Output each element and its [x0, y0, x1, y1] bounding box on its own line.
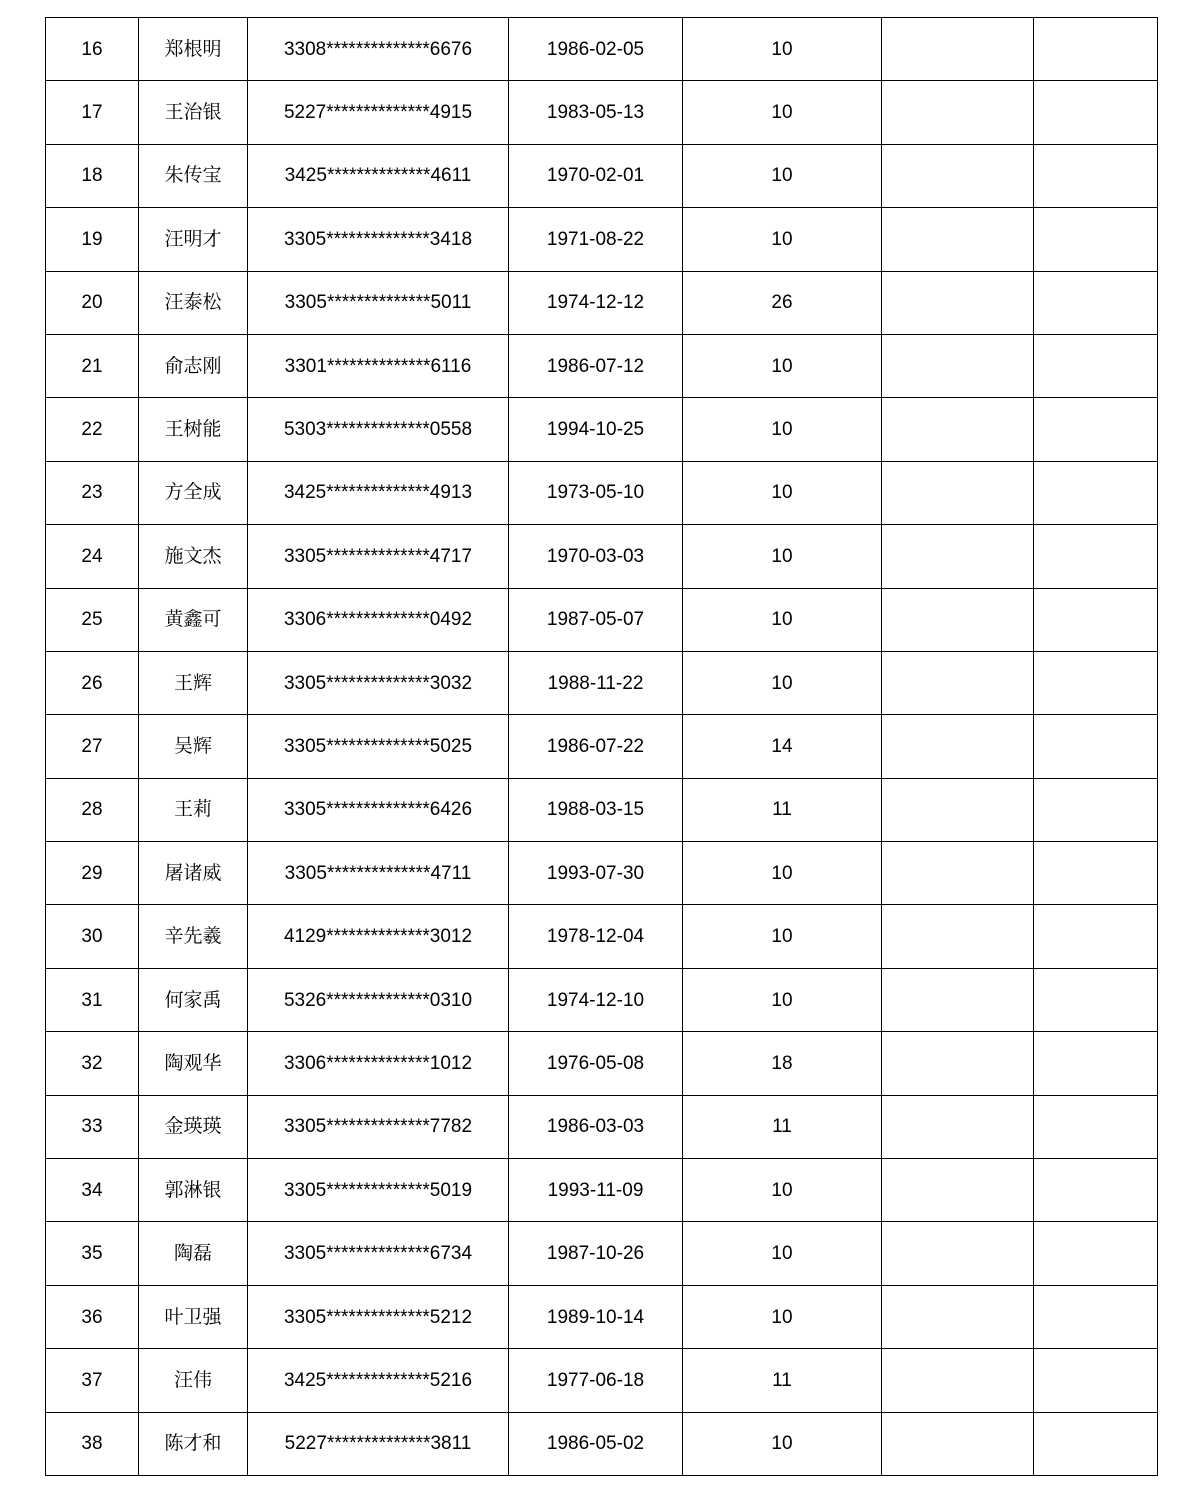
blank-cell-7	[1034, 968, 1158, 1031]
blank-cell-7	[1034, 588, 1158, 651]
blank-cell-6	[882, 81, 1034, 144]
blank-cell-7	[1034, 778, 1158, 841]
name-cell: 陶磊	[139, 1222, 248, 1285]
table-row	[46, 461, 1158, 524]
value-cell: 10	[683, 18, 882, 81]
name-cell: 郑根明	[139, 18, 248, 81]
birth-date-cell: 1986-05-02	[509, 1412, 683, 1475]
name-cell: 王辉	[139, 651, 248, 714]
name-cell: 黄鑫可	[139, 588, 248, 651]
table-row	[46, 1159, 1158, 1222]
id-number-cell: 3425**************4913	[248, 461, 509, 524]
birth-date-cell: 1976-05-08	[509, 1032, 683, 1095]
table-row	[46, 18, 1158, 81]
blank-cell-6	[882, 525, 1034, 588]
birth-date-cell: 1993-11-09	[509, 1159, 683, 1222]
blank-cell-7	[1034, 1222, 1158, 1285]
row-number-cell: 31	[46, 968, 139, 1031]
blank-cell-6	[882, 905, 1034, 968]
row-number-cell: 24	[46, 525, 139, 588]
name-cell: 金瑛瑛	[139, 1095, 248, 1158]
value-cell: 11	[683, 1095, 882, 1158]
blank-cell-6	[882, 1159, 1034, 1222]
row-number-cell: 17	[46, 81, 139, 144]
id-number-cell: 3305**************3032	[248, 651, 509, 714]
blank-cell-6	[882, 271, 1034, 334]
row-number-cell: 18	[46, 144, 139, 207]
value-cell: 26	[683, 271, 882, 334]
row-number-cell: 34	[46, 1159, 139, 1222]
table-row	[46, 525, 1158, 588]
birth-date-cell: 1994-10-25	[509, 398, 683, 461]
row-number-cell: 38	[46, 1412, 139, 1475]
blank-cell-6	[882, 842, 1034, 905]
birth-date-cell: 1986-02-05	[509, 18, 683, 81]
blank-cell-6	[882, 651, 1034, 714]
blank-cell-7	[1034, 1412, 1158, 1475]
value-cell: 10	[683, 144, 882, 207]
birth-date-cell: 1988-11-22	[509, 651, 683, 714]
blank-cell-6	[882, 715, 1034, 778]
name-cell: 陶观华	[139, 1032, 248, 1095]
blank-cell-6	[882, 1285, 1034, 1348]
blank-cell-6	[882, 968, 1034, 1031]
name-cell: 吴辉	[139, 715, 248, 778]
table-row	[46, 651, 1158, 714]
name-cell: 汪泰松	[139, 271, 248, 334]
blank-cell-6	[882, 398, 1034, 461]
name-cell: 汪伟	[139, 1349, 248, 1412]
name-cell: 施文杰	[139, 525, 248, 588]
birth-date-cell: 1987-05-07	[509, 588, 683, 651]
name-cell: 王树能	[139, 398, 248, 461]
blank-cell-6	[882, 1412, 1034, 1475]
blank-cell-6	[882, 1032, 1034, 1095]
row-number-cell: 35	[46, 1222, 139, 1285]
id-number-cell: 3306**************1012	[248, 1032, 509, 1095]
blank-cell-6	[882, 1222, 1034, 1285]
blank-cell-6	[882, 778, 1034, 841]
id-number-cell: 5303**************0558	[248, 398, 509, 461]
id-number-cell: 3305**************5019	[248, 1159, 509, 1222]
blank-cell-7	[1034, 144, 1158, 207]
value-cell: 10	[683, 525, 882, 588]
birth-date-cell: 1970-02-01	[509, 144, 683, 207]
table-row	[46, 905, 1158, 968]
row-number-cell: 29	[46, 842, 139, 905]
value-cell: 11	[683, 778, 882, 841]
id-number-cell: 5227**************3811	[248, 1412, 509, 1475]
value-cell: 10	[683, 842, 882, 905]
birth-date-cell: 1978-12-04	[509, 905, 683, 968]
blank-cell-6	[882, 208, 1034, 271]
id-number-cell: 3305**************4711	[248, 842, 509, 905]
id-number-cell: 3425**************4611	[248, 144, 509, 207]
value-cell: 10	[683, 905, 882, 968]
id-number-cell: 5326**************0310	[248, 968, 509, 1031]
id-number-cell: 3308**************6676	[248, 18, 509, 81]
blank-cell-7	[1034, 271, 1158, 334]
value-cell: 14	[683, 715, 882, 778]
name-cell: 俞志刚	[139, 334, 248, 397]
roster-body	[46, 18, 1158, 1476]
roster-table	[45, 17, 1158, 1476]
name-cell: 朱传宝	[139, 144, 248, 207]
row-number-cell: 22	[46, 398, 139, 461]
id-number-cell: 3305**************6734	[248, 1222, 509, 1285]
birth-date-cell: 1971-08-22	[509, 208, 683, 271]
blank-cell-7	[1034, 905, 1158, 968]
value-cell: 18	[683, 1032, 882, 1095]
birth-date-cell: 1986-03-03	[509, 1095, 683, 1158]
name-cell: 汪明才	[139, 208, 248, 271]
birth-date-cell: 1986-07-12	[509, 334, 683, 397]
row-number-cell: 19	[46, 208, 139, 271]
name-cell: 屠诸威	[139, 842, 248, 905]
id-number-cell: 3305**************5212	[248, 1285, 509, 1348]
blank-cell-6	[882, 461, 1034, 524]
table-row	[46, 271, 1158, 334]
row-number-cell: 26	[46, 651, 139, 714]
table-row	[46, 1032, 1158, 1095]
name-cell: 叶卫强	[139, 1285, 248, 1348]
row-number-cell: 28	[46, 778, 139, 841]
table-row	[46, 842, 1158, 905]
blank-cell-7	[1034, 398, 1158, 461]
value-cell: 11	[683, 1349, 882, 1412]
value-cell: 10	[683, 1222, 882, 1285]
table-row	[46, 1412, 1158, 1475]
row-number-cell: 33	[46, 1095, 139, 1158]
name-cell: 辛先羲	[139, 905, 248, 968]
blank-cell-7	[1034, 1032, 1158, 1095]
id-number-cell: 5227**************4915	[248, 81, 509, 144]
row-number-cell: 27	[46, 715, 139, 778]
blank-cell-7	[1034, 208, 1158, 271]
value-cell: 10	[683, 208, 882, 271]
value-cell: 10	[683, 651, 882, 714]
blank-cell-7	[1034, 1285, 1158, 1348]
row-number-cell: 30	[46, 905, 139, 968]
table-row	[46, 1285, 1158, 1348]
table-row	[46, 1095, 1158, 1158]
value-cell: 10	[683, 461, 882, 524]
name-cell: 郭淋银	[139, 1159, 248, 1222]
row-number-cell: 20	[46, 271, 139, 334]
blank-cell-7	[1034, 1095, 1158, 1158]
id-number-cell: 3305**************5011	[248, 271, 509, 334]
table-row	[46, 144, 1158, 207]
value-cell: 10	[683, 1159, 882, 1222]
id-number-cell: 3305**************5025	[248, 715, 509, 778]
table-row	[46, 1222, 1158, 1285]
blank-cell-6	[882, 1349, 1034, 1412]
id-number-cell: 3301**************6116	[248, 334, 509, 397]
value-cell: 10	[683, 1285, 882, 1348]
row-number-cell: 23	[46, 461, 139, 524]
table-row	[46, 1349, 1158, 1412]
blank-cell-7	[1034, 81, 1158, 144]
birth-date-cell: 1988-03-15	[509, 778, 683, 841]
table-row	[46, 715, 1158, 778]
value-cell: 10	[683, 588, 882, 651]
birth-date-cell: 1993-07-30	[509, 842, 683, 905]
id-number-cell: 3306**************0492	[248, 588, 509, 651]
id-number-cell: 4129**************3012	[248, 905, 509, 968]
blank-cell-6	[882, 588, 1034, 651]
birth-date-cell: 1986-07-22	[509, 715, 683, 778]
blank-cell-7	[1034, 842, 1158, 905]
value-cell: 10	[683, 1412, 882, 1475]
row-number-cell: 37	[46, 1349, 139, 1412]
id-number-cell: 3305**************6426	[248, 778, 509, 841]
value-cell: 10	[683, 968, 882, 1031]
blank-cell-7	[1034, 651, 1158, 714]
birth-date-cell: 1974-12-12	[509, 271, 683, 334]
value-cell: 10	[683, 81, 882, 144]
table-row	[46, 588, 1158, 651]
blank-cell-6	[882, 144, 1034, 207]
birth-date-cell: 1983-05-13	[509, 81, 683, 144]
id-number-cell: 3305**************3418	[248, 208, 509, 271]
blank-cell-7	[1034, 1349, 1158, 1412]
name-cell: 何家禹	[139, 968, 248, 1031]
row-number-cell: 21	[46, 334, 139, 397]
name-cell: 陈才和	[139, 1412, 248, 1475]
blank-cell-7	[1034, 715, 1158, 778]
table-row	[46, 968, 1158, 1031]
blank-cell-7	[1034, 461, 1158, 524]
birth-date-cell: 1974-12-10	[509, 968, 683, 1031]
blank-cell-7	[1034, 525, 1158, 588]
blank-cell-6	[882, 1095, 1034, 1158]
name-cell: 王治银	[139, 81, 248, 144]
row-number-cell: 36	[46, 1285, 139, 1348]
birth-date-cell: 1989-10-14	[509, 1285, 683, 1348]
value-cell: 10	[683, 398, 882, 461]
row-number-cell: 16	[46, 18, 139, 81]
blank-cell-6	[882, 334, 1034, 397]
blank-cell-7	[1034, 1159, 1158, 1222]
birth-date-cell: 1987-10-26	[509, 1222, 683, 1285]
birth-date-cell: 1970-03-03	[509, 525, 683, 588]
table-row	[46, 398, 1158, 461]
birth-date-cell: 1973-05-10	[509, 461, 683, 524]
table-row	[46, 81, 1158, 144]
name-cell: 王莉	[139, 778, 248, 841]
table-row	[46, 208, 1158, 271]
id-number-cell: 3305**************7782	[248, 1095, 509, 1158]
table-row	[46, 334, 1158, 397]
birth-date-cell: 1977-06-18	[509, 1349, 683, 1412]
row-number-cell: 32	[46, 1032, 139, 1095]
blank-cell-6	[882, 18, 1034, 81]
value-cell: 10	[683, 334, 882, 397]
name-cell: 方全成	[139, 461, 248, 524]
id-number-cell: 3305**************4717	[248, 525, 509, 588]
table-row	[46, 778, 1158, 841]
id-number-cell: 3425**************5216	[248, 1349, 509, 1412]
row-number-cell: 25	[46, 588, 139, 651]
blank-cell-7	[1034, 18, 1158, 81]
blank-cell-7	[1034, 334, 1158, 397]
